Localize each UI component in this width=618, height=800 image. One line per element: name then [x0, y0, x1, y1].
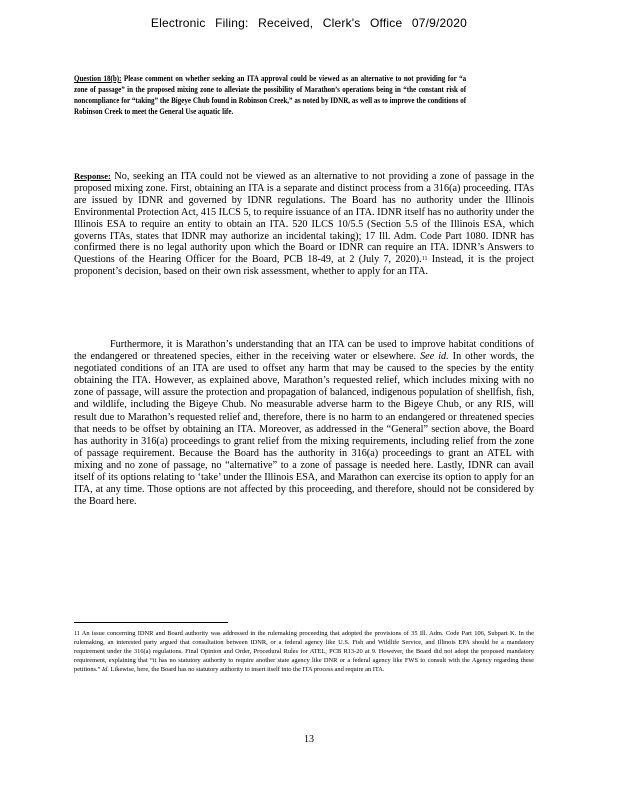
response-text-continued: Instead, it is the project proponent’s decision, based on their own risk assessment, whether to apply for an ITA. [74, 254, 534, 278]
footnote-id-citation: Id. [102, 665, 109, 673]
footnote [74, 630, 534, 675]
body-paragraph [74, 339, 534, 508]
footnote-divider [74, 622, 228, 623]
footnote-number: 11 [74, 631, 80, 637]
footnote-reference[interactable]: 11 [421, 256, 428, 263]
see-id-citation: See id. [420, 351, 449, 363]
filing-header: Electronic Filing: Received, Clerk's Office 07/9/2020 [150, 16, 468, 30]
footnote-text-a: An issue concerning IDNR and Board authority was addressed in the rulemaking proceeding that adopted the provisions of 35 Ill. Adm. Code Part 106, Subpart K. In the rulemaking, an interested party argued that consultation between IDNR, or a federal agency like U.S. Fish and Wildlife Service, and Illinois EPA should be a mandatory requirement under the 316(a) regulations. Final Opinion and Order, Procedural Rules for ATEL, PCB R13-20 at 9. However, the Board did not adopt the proposed mandatory requirement, explaining that “it has no statutory authority to require another state agency like DNR or a federal agency like FWS to consult with the Agency regarding these petitions.” [74, 630, 534, 673]
question-text: Please comment on whether seeking an ITA approval could be viewed as an alternative to not providing for “a zone of passage” in the proposed mixing zone to alleviate the possibility of Marathon’s operations being in “the constant risk of noncompliance for “taking” the Bigeye Chub found in Robinson Creek,” as noted by IDNR, as well as to improve the conditions of Robinson Creek to meet the General Use aquatic life. [74, 74, 467, 116]
paragraph-text-b: In other words, the negotiated conditions of an ITA are used to offset any harm that may be caused to the species by the entity obtaining the ITA. However, as explained above, Marathon’s requested relief, which includes mixing with no zone of passage, will assure the protection and propagation of balanced, indigenous population of shellfish, fish, and wildlife, including the Bigeye Chub. No measurable adverse harm to the Bigeye Chub, or any RIS, will result due to Marathon’s requested relief and, therefore, there is no harm to an endangered or threatened species that needs to be offset by obtaining an ITA. Moreover, as addressed in the “General” section above, the Board has authority in 316(a) proceedings to grant relief from the mixing requirements, including relief from the zone of passage requirement. Because the Board has the authority in 316(a) proceedings to grant an ATEL with mixing and no zone of passage, no “alternative” to a zone of passage is needed here. Lastly, IDNR can avail itself of its options relating to ‘take’ under the Illinois ESA, and Marathon can exercise its option to apply for an ITA, at any time. Those options are not affected by this proceeding, and therefore, should not be considered by the Board here. [74, 351, 534, 508]
footnote-text-b: Likewise, here, the Board has no statutory authority to insert itself into the ITA process and require an ITA. [108, 665, 385, 673]
paragraph-text-a: Furthermore, it is Marathon’s understanding that an ITA can be used to improve habitat conditions of the endangered or threatened species, either in the receiving water or elsewhere. [74, 339, 534, 363]
page-number: 13 [304, 734, 314, 745]
response-label: Response: [74, 171, 111, 181]
response-paragraph [74, 171, 534, 278]
question-label: Question 18(b): [74, 74, 122, 83]
response-text: No, seeking an ITA could not be viewed as an alternative to not providing a zone of passage in the proposed mixing zone. First, obtaining an ITA is a separate and distinct process from a 316(a) proceeding. ITAs are issued by IDNR and governed by IDNR regulations. The Board has no authority under the Illinois Environmental Protection Act, 415 ILCS 5, to require issuance of an ITA. IDNR itself has no authority under the Illinois ESA to require an entity to obtain an ITA. 520 ILCS 10/5.5 (Section 5.5 of the Illinois ESA, which governs ITAs, states that IDNR may authorize an incidental taking); 17 Ill. Adm. Code Part 1080. IDNR has confirmed there is no legal authority upon which the Board or IDNR can require an ITA. IDNR’s Answers to Questions of the Hearing Officer for the Board, PCB 18-49, at 2 (July 7, 2020). [74, 171, 534, 266]
question-block [74, 73, 466, 117]
